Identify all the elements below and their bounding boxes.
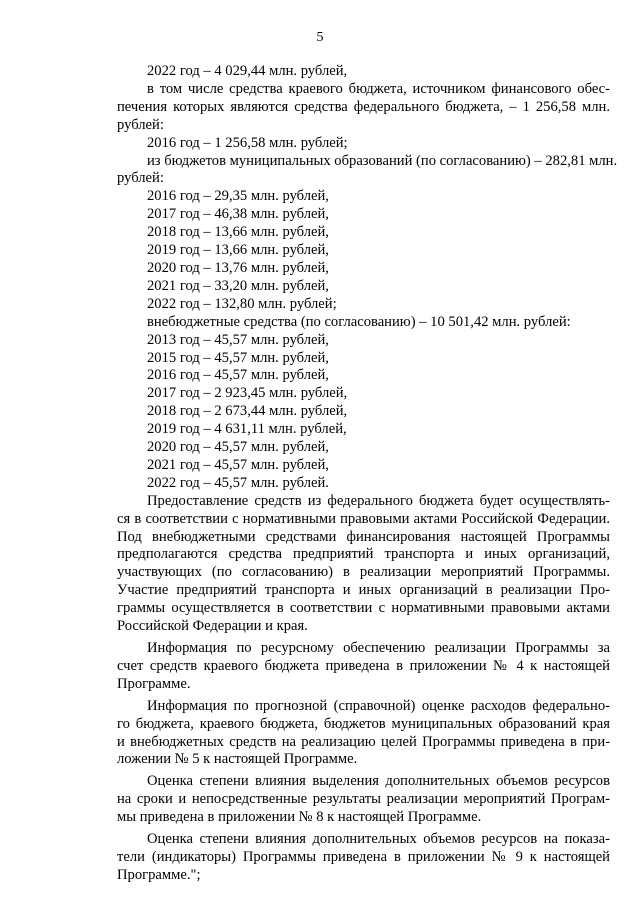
paragraph-line: ся в соответствии с нормативными правовыми актами Российской Федерации.	[117, 510, 610, 527]
extrabudget-year-line: 2018 год – 2 673,44 млн. рублей,	[147, 403, 348, 420]
paragraph-line: счет средств краевого бюджета приведена в приложении № 4 к настоящей	[117, 657, 610, 674]
municipal-para-line: рублей:	[117, 170, 164, 187]
paragraph-line: Информация по прогнозной (справочной) оценке расходов федерально-	[147, 697, 610, 714]
paragraph-line: мы приведена в приложении № 8 к настоящей Программе.	[117, 809, 482, 826]
extrabudget-year-line: 2019 год – 4 631,11 млн. рублей,	[147, 421, 347, 438]
paragraph-line: Российской Федерации и края.	[117, 618, 308, 635]
extrabudget-year-line: 2022 год – 45,57 млн. рублей.	[147, 474, 329, 491]
paragraph-appendix-9	[117, 831, 610, 885]
extrabudget-year-line: 2013 год – 45,57 млн. рублей,	[147, 331, 329, 348]
extrabudget-year-line: 2016 год – 45,57 млн. рублей,	[147, 367, 329, 384]
federal-para-line: в том числе средства краевого бюджета, источником финансового обес-	[147, 80, 610, 97]
extrabudget-years-list	[117, 332, 610, 493]
paragraph-line: го бюджета, краевого бюджета, бюджетов муниципальных образований края	[117, 715, 610, 732]
municipal-year-line: 2022 год – 132,80 млн. рублей;	[147, 295, 337, 312]
paragraph-line: тели (индикаторы) Программы приведена в приложении № 9 к настоящей	[117, 848, 610, 865]
paragraph-line: и внебюджетных средств на реализацию целей Программы приведена в при-	[117, 733, 610, 750]
municipal-year-line: 2020 год – 13,76 млн. рублей,	[147, 259, 329, 276]
paragraph-line: Участие предприятий транспорта и иных организаций в реализации Про-	[117, 582, 610, 599]
page-number: 5	[316, 30, 324, 45]
paragraph-appendix-8	[117, 773, 610, 827]
paragraph-funding-sources	[117, 493, 610, 636]
municipal-years-list	[117, 188, 610, 313]
paragraph-line: Программе.	[117, 675, 191, 692]
extrabudget-year-line: 2015 год – 45,57 млн. рублей,	[147, 349, 329, 366]
extrabudget-year-line: 2020 год – 45,57 млн. рублей,	[147, 439, 329, 456]
paragraph-line: участвующих (по согласованию) в реализации мероприятий Программы.	[117, 564, 610, 581]
municipal-year-line: 2021 год – 33,20 млн. рублей,	[147, 277, 329, 294]
paragraph-line: Оценка степени влияния дополнительных объемов ресурсов на показа-	[147, 831, 610, 848]
paragraph-line: предполагаются средства предприятий транспорта и иных организаций,	[117, 546, 610, 563]
paragraph-appendix-4	[117, 640, 610, 694]
extrabudget-year-line: 2017 год – 2 923,45 млн. рублей,	[147, 385, 348, 402]
extrabudget-header: внебюджетные средства (по согласованию) – 10 501,42 млн. рублей:	[147, 313, 571, 330]
federal-para-line: рублей:	[117, 116, 164, 133]
paragraph-line: на сроки и непосредственные результаты реализации мероприятий Програм-	[117, 791, 610, 808]
paragraph-line: Оценка степени влияния выделения дополнительных объемов ресурсов	[147, 773, 610, 790]
municipal-para-line: из бюджетов муниципальных образований (по согласованию) – 282,81 млн.	[147, 152, 618, 169]
paragraph-line: Под внебюджетными средствами финансирования настоящей Программы	[117, 528, 610, 545]
paragraph-appendix-5	[117, 698, 610, 770]
paragraph-line: граммы осуществляется в соответствии с нормативными правовыми актами	[117, 600, 610, 617]
document-body	[117, 63, 618, 885]
municipal-year-line: 2019 год – 13,66 млн. рублей,	[147, 242, 329, 259]
budget-line: 2022 год – 4 029,44 млн. рублей,	[147, 63, 348, 79]
paragraph-line: Программе.";	[117, 866, 201, 883]
federal-para-line: печения которых являются средства федерального бюджета, – 1 256,58 млн.	[117, 98, 610, 115]
paragraph-line: Предоставление средств из федерального бюджета будет осуществлять-	[147, 492, 610, 509]
extrabudget-year-line: 2021 год – 45,57 млн. рублей,	[147, 456, 329, 473]
municipal-year-line: 2016 год – 29,35 млн. рублей,	[147, 188, 329, 205]
federal-year-line: 2016 год – 1 256,58 млн. рублей;	[147, 134, 348, 151]
paragraph-line: ложении № 5 к настоящей Программе.	[117, 751, 358, 768]
municipal-year-line: 2017 год – 46,38 млн. рублей,	[147, 206, 329, 223]
municipal-year-line: 2018 год – 13,66 млн. рублей,	[147, 224, 329, 241]
paragraph-line: Информация по ресурсному обеспечению реализации Программы за	[147, 640, 610, 656]
